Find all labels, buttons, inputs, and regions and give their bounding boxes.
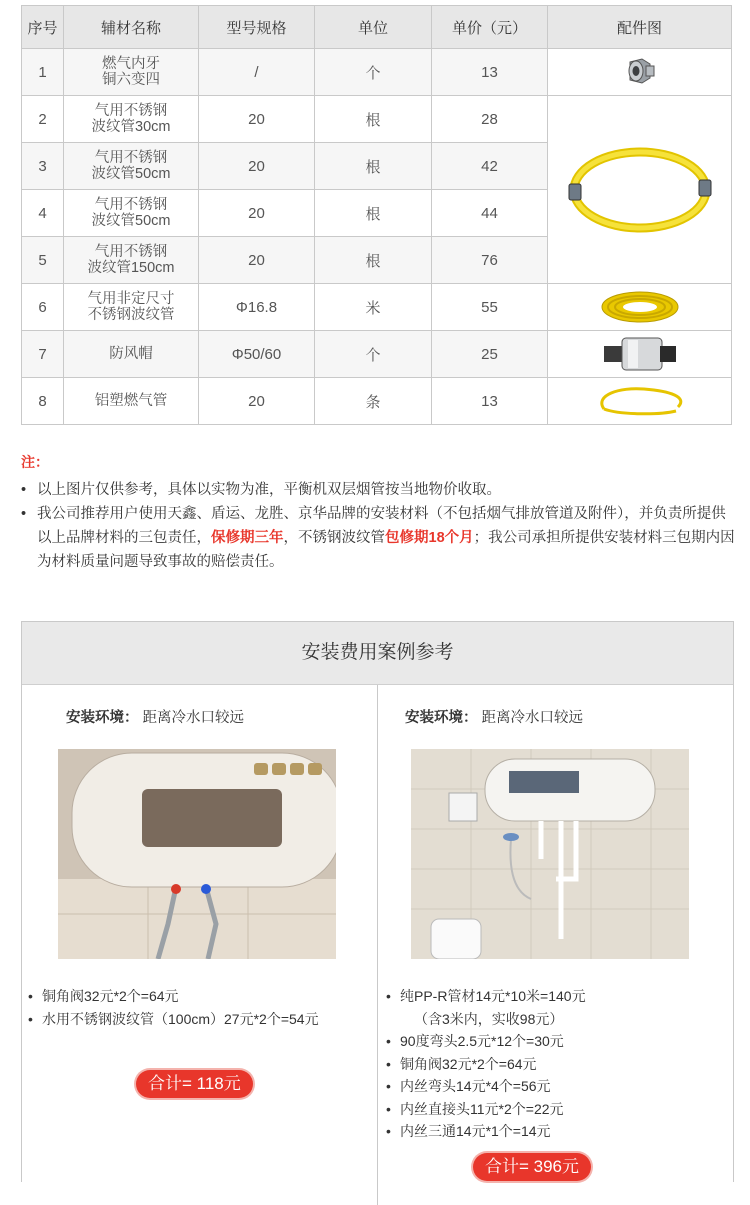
note-item [37,502,735,574]
row-no: 8 [22,378,64,425]
row-unit: 根 [315,237,432,284]
bathroom-photo [411,749,689,959]
water-heater-photo [58,749,336,959]
row-price: 55 [432,284,548,331]
case-item-note: （含3米内，实收98元） [414,1010,564,1027]
row-name: 气用不锈钢 波纹管50cm [64,143,199,190]
case-item: • 内丝三通14元*1个=14元 [386,1120,586,1143]
row-price: 13 [432,378,548,425]
row-no: 2 [22,96,64,143]
row-name: 铝塑燃气管 [64,378,199,425]
header-spec: 型号规格 [199,6,315,49]
cases-title: 安装费用案例参考 [22,622,733,685]
env-line [405,706,583,727]
row-name: 燃气内牙 铜六变四 [64,49,199,96]
warranty-18-months: 包修期18个月 [385,530,474,546]
row-spec: 20 [199,190,315,237]
row-no: 5 [22,237,64,284]
case-left [22,685,378,1205]
env-value: 距离冷水口较远 [481,710,584,726]
env-line [66,706,244,727]
note-item: • 以上图片仅供参考，具体以实物为准，平衡机双层烟管按当地物价收取。 [37,478,735,502]
row-spec: Φ50/60 [199,331,315,378]
note-text: ；我公司承担所提供安装材料三包期内因为材料质量问题导致事故的赔偿责任。 [37,530,735,570]
case-left-total: 合计= 118元 [136,1070,253,1098]
env-label: 安装环境： [405,710,478,726]
notes-section [21,452,735,574]
yellow-corrugated-hose-image [548,96,732,284]
header-image: 配件图 [548,6,732,49]
row-unit: 个 [315,331,432,378]
row-price: 13 [432,49,548,96]
row-price: 42 [432,143,548,190]
row-unit: 米 [315,284,432,331]
install-cost-cases [21,621,734,1182]
row-spec: / [199,49,315,96]
note-text: 我公司推荐用户使用天鑫、盾运、龙胜、京华品牌的安装材料（不包括烟气排放管道及附件），并负责所提供以上品牌材料的三包责任， [37,506,726,546]
case-item: • 纯PP-R管材14元*10米=140元 [386,985,586,1008]
env-label: 安装环境： [66,710,139,726]
case-item: • 内丝直接头11元*2个=22元 [386,1098,586,1121]
notes-title: 注： [21,454,49,470]
row-spec: 20 [199,378,315,425]
row-no: 3 [22,143,64,190]
case-item: • 铜角阀32元*2个=64元 [386,1053,586,1076]
parts-price-table [21,5,732,425]
row-no: 6 [22,284,64,331]
row-spec: 20 [199,143,315,190]
row-name: 气用非定尺寸 不锈钢波纹管 [64,284,199,331]
row-name: 气用不锈钢 波纹管30cm [64,96,199,143]
row-no: 7 [22,331,64,378]
row-unit: 个 [315,49,432,96]
case-item: • 水用不锈钢波纹管（100cm）27元*2个=54元 [28,1008,319,1031]
row-unit: 根 [315,190,432,237]
table-row [22,96,732,143]
brass-adapter-image [548,49,732,96]
row-price: 25 [432,331,548,378]
row-name: 气用不锈钢 波纹管150cm [64,237,199,284]
notes-list [21,478,735,574]
wind-cap-image [548,331,732,378]
row-price: 76 [432,237,548,284]
note-text: ，不锈钢波纹管 [283,530,385,546]
row-unit: 根 [315,96,432,143]
env-value: 距离冷水口较远 [142,710,245,726]
yellow-hose-coil-image [548,284,732,331]
header-no: 序号 [22,6,64,49]
row-spec: Φ16.8 [199,284,315,331]
table-row [22,331,732,378]
case-right-items [386,985,586,1143]
table-row [22,49,732,96]
row-name: 气用不锈钢 波纹管50cm [64,190,199,237]
header-price: 单价（元） [432,6,548,49]
header-unit: 单位 [315,6,432,49]
row-spec: 20 [199,237,315,284]
case-left-items [28,985,319,1030]
case-item: • 铜角阀32元*2个=64元 [28,985,319,1008]
case-right [378,685,733,1205]
row-no: 4 [22,190,64,237]
row-price: 44 [432,190,548,237]
case-item: • 内丝弯头14元*4个=56元 [386,1075,586,1098]
row-no: 1 [22,49,64,96]
row-unit: 条 [315,378,432,425]
case-right-total: 合计= 396元 [473,1153,591,1181]
table-row [22,378,732,425]
row-price: 28 [432,96,548,143]
row-unit: 根 [315,143,432,190]
table-header-row [22,6,732,49]
aluminum-plastic-pipe-image [548,378,732,425]
table-row [22,284,732,331]
header-name: 辅材名称 [64,6,199,49]
warranty-three-years: 保修期三年 [211,530,284,546]
row-name: 防风帽 [64,331,199,378]
row-spec: 20 [199,96,315,143]
case-item: • 90度弯头2.5元*12个=30元 [386,1030,586,1053]
